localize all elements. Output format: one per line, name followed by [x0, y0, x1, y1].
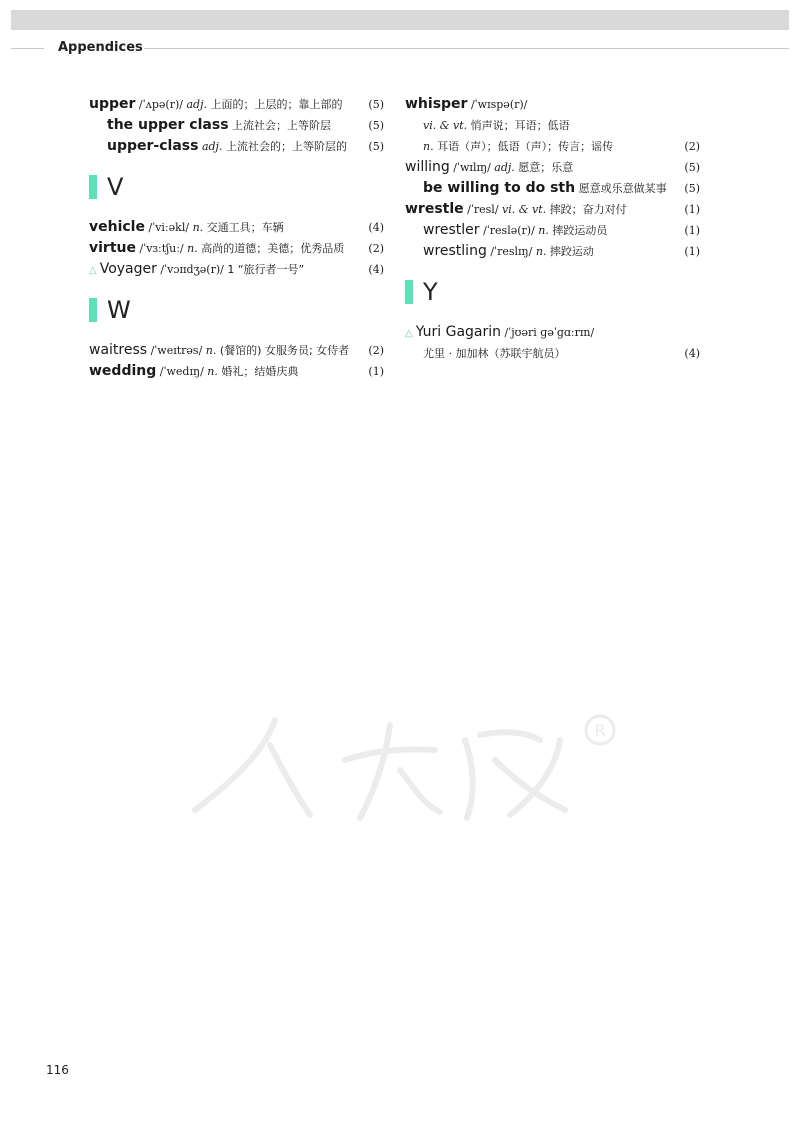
gloss: 婚礼；结婚庆典 [221, 365, 299, 378]
glossary-entry [89, 340, 384, 361]
letter-label: V [107, 173, 124, 201]
svg-text:R: R [594, 721, 606, 740]
left-column [89, 94, 384, 382]
letter-marker [89, 175, 97, 199]
pronunciation: /ˈwɪspə(r)/ [470, 98, 528, 111]
glossary-entry [89, 238, 384, 259]
sub-entry [405, 178, 700, 199]
gloss: 1 “旅行者一号” [227, 263, 305, 276]
unit-number: (1) [684, 203, 700, 216]
headword: whisper [405, 96, 468, 112]
part-of-speech: n. [205, 344, 217, 357]
headword: wedding [89, 363, 157, 379]
sub-entry [405, 220, 700, 241]
gloss: 耳语（声）；低语（声）；传言；谣传 [437, 140, 614, 153]
sub-entry [405, 241, 700, 262]
gloss: 高尚的道德；美德；优秀品质 [201, 242, 345, 255]
gloss: 上流社会；上等阶层 [232, 119, 332, 132]
glossary-entry [405, 322, 700, 343]
unit-number: (1) [368, 365, 384, 378]
letter-marker [405, 280, 413, 304]
unit-number: (2) [368, 344, 384, 357]
gloss: (餐馆的) 女服务员; 女侍者 [219, 344, 350, 357]
part-of-speech: n. [535, 245, 547, 258]
letter-label: W [107, 296, 131, 324]
unit-number: (4) [368, 221, 384, 234]
headword: wrestling [423, 243, 487, 259]
triangle-marker-icon: △ [89, 265, 97, 276]
unit-number: (5) [368, 119, 384, 132]
letter-heading [405, 274, 700, 312]
headword: the upper class [107, 117, 229, 133]
part-of-speech: adj. [201, 140, 223, 153]
pronunciation: /ˈresl/ [467, 203, 499, 216]
pronunciation: /ˈreslɪŋ/ [490, 245, 533, 258]
unit-number: (5) [684, 182, 700, 195]
gloss: 尤里 · 加加林（苏联宇航员） [423, 347, 566, 360]
part-of-speech: n. [423, 140, 434, 153]
part-of-speech: n. [187, 242, 198, 255]
entry-continuation [405, 136, 700, 157]
headword: willing [405, 159, 450, 175]
letter-marker [89, 298, 97, 322]
letter-heading [89, 169, 384, 207]
unit-number: (4) [684, 347, 700, 360]
header-rule-left [11, 48, 44, 49]
pronunciation: /ˈwedɪŋ/ [159, 365, 204, 378]
unit-number: (5) [368, 140, 384, 153]
part-of-speech: adj. [186, 98, 207, 111]
glossary-entry [89, 361, 384, 382]
headword: virtue [89, 240, 136, 256]
gloss: 愿意或乐意做某事 [578, 182, 667, 195]
sub-entry [89, 136, 384, 157]
part-of-speech: vi. & vt. [423, 119, 468, 132]
part-of-speech: vi. & vt. [502, 203, 547, 216]
headword: Yuri Gagarin [415, 324, 502, 340]
sub-entry [89, 115, 384, 136]
headword: upper-class [107, 138, 199, 154]
glossary-entry [405, 157, 700, 178]
pronunciation: /ˈvɔɪɪdʒə(r)/ [160, 263, 224, 276]
part-of-speech: adj. [494, 161, 515, 174]
section-title: Appendices [58, 40, 143, 55]
gloss: 交通工具；车辆 [206, 221, 284, 234]
unit-number: (2) [368, 242, 384, 255]
header-rule-right [144, 48, 789, 49]
page-number: 116 [46, 1063, 69, 1077]
gloss: 悄声说；耳语；低语 [470, 119, 570, 132]
triangle-marker-icon: △ [405, 328, 413, 339]
entry-continuation [405, 115, 700, 136]
pronunciation: /ˈviːəkl/ [148, 221, 190, 234]
pronunciation: /ˈjʊəri ɡəˈɡɑːrɪn/ [504, 326, 595, 339]
gloss: 上面的；上层的；靠上部的 [210, 98, 343, 111]
pronunciation: /ˈreslə(r)/ [483, 224, 535, 237]
part-of-speech: n. [192, 221, 204, 234]
pronunciation: /ˈvɜːtʃuː/ [139, 242, 184, 255]
part-of-speech: n. [207, 365, 218, 378]
gloss: 愿意；乐意 [518, 161, 574, 174]
unit-number: (5) [368, 98, 384, 111]
headword: vehicle [89, 219, 145, 235]
pronunciation: /ˈʌpə(r)/ [138, 98, 183, 111]
unit-number: (4) [368, 263, 384, 276]
letter-label: Y [423, 278, 438, 306]
gloss: 摔跤运动 [549, 245, 594, 258]
headword: wrestler [423, 222, 480, 238]
unit-number: (1) [684, 224, 700, 237]
glossary-entry [89, 259, 384, 280]
headword: Voyager [99, 261, 157, 277]
headword: upper [89, 96, 136, 112]
gloss: 上流社会的；上等阶层的 [225, 140, 347, 153]
glossary-entry [405, 199, 700, 220]
entry-continuation [405, 343, 700, 364]
glossary-entry [405, 94, 700, 115]
header-bar [11, 10, 789, 30]
headword: be willing to do sth [423, 180, 576, 196]
headword: wrestle [405, 201, 464, 217]
gloss: 摔跤运动员 [552, 224, 608, 237]
part-of-speech: n. [538, 224, 549, 237]
right-column [405, 94, 700, 364]
gloss: 摔跤；奋力对付 [549, 203, 627, 216]
unit-number: (2) [684, 140, 700, 153]
pronunciation: /ˈwɪlɪŋ/ [453, 161, 491, 174]
headword: waitress [89, 342, 148, 358]
publisher-watermark [175, 700, 635, 830]
pronunciation: /ˈweɪtrəs/ [150, 344, 203, 357]
letter-heading [89, 292, 384, 330]
glossary-entry [89, 94, 384, 115]
unit-number: (5) [684, 161, 700, 174]
glossary-entry [89, 217, 384, 238]
unit-number: (1) [684, 245, 700, 258]
